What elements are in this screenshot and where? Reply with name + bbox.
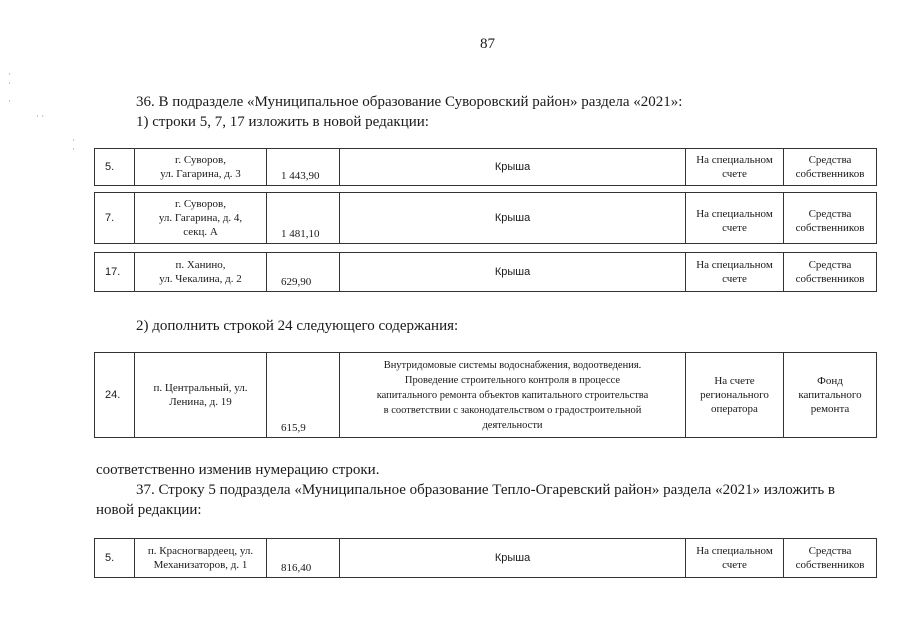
row-address: п. Красногвардеец, ул. Механизаторов, д. 1 — [135, 539, 267, 578]
row-area: 629,90 — [267, 253, 340, 292]
paragraph-36-sub1: 1) строки 5, 7, 17 изложить в новой редакции: — [136, 114, 429, 130]
row-area: 1 443,90 — [267, 149, 340, 186]
row-funding-source: Средства собственников — [784, 193, 877, 244]
table-row-7 — [94, 192, 877, 244]
row-address: п. Центральный, ул. Ленина, д. 19 — [135, 353, 267, 438]
row-number: 5. — [95, 149, 135, 186]
table-row-5 — [94, 148, 877, 186]
paragraph-36-sub2: 2) дополнить строкой 24 следующего содержания: — [136, 318, 459, 334]
row-work-type: Крыша — [340, 539, 686, 578]
row-work-type: Крыша — [340, 193, 686, 244]
row-account-method: На специальном счете — [686, 149, 784, 186]
row-number: 5. — [95, 539, 135, 578]
margin-marks: · · — [36, 111, 45, 121]
row-funding-source: Фонд капитального ремонта — [784, 353, 877, 438]
row-funding-source: Средства собственников — [784, 253, 877, 292]
margin-marks: · · — [72, 135, 75, 154]
row-address: г. Суворов, ул. Гагарина, д. 3 — [135, 149, 267, 186]
paragraph-37-line1: 37. Строку 5 подраздела «Муниципальное образование Тепло-Огаревский район» раздела «2021» изложить в — [136, 482, 836, 498]
row-account-method: На счете регионального оператора — [686, 353, 784, 438]
row-work-type: Внутридомовые системы водоснабжения, водоотведения. Проведение строительного контроля в процессе капитального ремонта объектов капитального строительства в соответствии с законодательством о градостроительной деятельности — [340, 353, 686, 438]
row-work-type: Крыша — [340, 149, 686, 186]
table-row-24 — [94, 352, 877, 438]
row-area: 1 481,10 — [267, 193, 340, 244]
table-row-17 — [94, 252, 877, 292]
row-account-method: На специальном счете — [686, 539, 784, 578]
row-address: п. Ханино, ул. Чекалина, д. 2 — [135, 253, 267, 292]
row-number: 24. — [95, 353, 135, 438]
paragraph-36-tail: соответственно изменив нумерацию строки. — [96, 462, 380, 478]
row-area: 615,9 — [267, 353, 340, 438]
row-number: 7. — [95, 193, 135, 244]
row-funding-source: Средства собственников — [784, 149, 877, 186]
paragraph-36-title: 36. В подразделе «Муниципальное образование Суворовский район» раздела «2021»: — [136, 94, 683, 110]
row-account-method: На специальном счете — [686, 253, 784, 292]
paragraph-37-line2: новой редакции: — [96, 502, 202, 518]
row-address: г. Суворов, ул. Гагарина, д. 4, секц. А — [135, 193, 267, 244]
row-area: 816,40 — [267, 539, 340, 578]
table-row-5-teplo-ogarevsky — [94, 538, 877, 578]
row-funding-source: Средства собственников — [784, 539, 877, 578]
row-work-type: Крыша — [340, 253, 686, 292]
page-number: 87 — [480, 36, 495, 52]
row-account-method: На специальном счете — [686, 193, 784, 244]
margin-marks: · · · — [8, 69, 11, 106]
row-number: 17. — [95, 253, 135, 292]
